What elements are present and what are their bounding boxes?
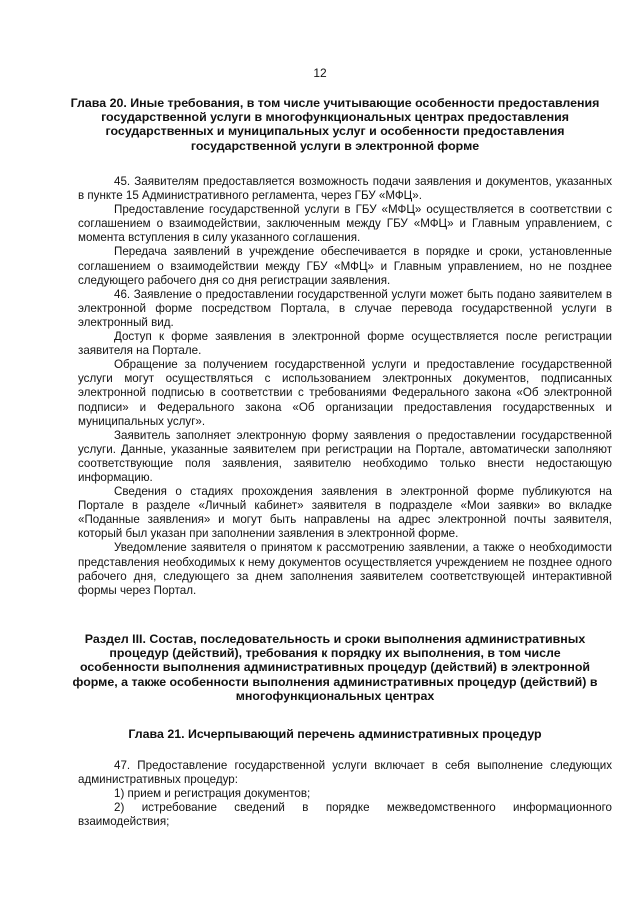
section-3-heading: Раздел III. Состав, последовательность и сроки выполнения административных процедур (действий), требования к порядку их выполнения, в том числе особенности выполнения административных процедур (действий) в электронной форме, а также особенности выполнения административных процедур (действий) в многофункциональных центрах xyxy=(72,632,598,703)
list-item-2: 2) истребование сведений в порядке межведомственного информационного взаимодействия; xyxy=(78,801,612,829)
paragraph-mfc-provision: Предоставление государственной услуги в ГБУ «МФЦ» осуществляется в соответствии с соглашением о взаимодействии, заключенным между ГБУ «МФЦ» и Главным управлением, с момента вступления в силу указанного соглашения. xyxy=(78,203,612,245)
paragraph-transfer: Передача заявлений в учреждение обеспечивается в порядке и сроки, установленные соглашением о взаимодействии между ГБУ «МФЦ» и Главным управлением, но не позднее следующего рабочего дня со дня регистрации заявления. xyxy=(78,245,612,287)
paragraph-47: 47. Предоставление государственной услуги включает в себя выполнение следующих административных процедур: xyxy=(78,759,612,787)
paragraph-notification: Уведомление заявителя о принятом к рассмотрению заявлении, а также о необходимости представления необходимых к нему документов осуществляется учреждением не позднее одного рабочего дня, следующего за днем заполнения заявителем соответствующей интерактивной формы через Портал. xyxy=(78,541,612,597)
paragraph-access: Доступ к форме заявления в электронной форме осуществляется после регистрации заявителя на Портале. xyxy=(78,330,612,358)
paragraph-form-filling: Заявитель заполняет электронную форму заявления о предоставлении государственной услуги. Данные, указанные заявителем при регистрации на Портале, автоматически заполняют соответствующие поля заявления, заявителю необходимо только внести недостающую информацию. xyxy=(78,428,612,484)
page-number: 12 xyxy=(313,66,327,80)
chapter-21-heading: Глава 21. Исчерпывающий перечень административных процедур xyxy=(128,727,542,741)
paragraph-status-info: Сведения о стадиях прохождения заявления в электронной форме публикуются на Портале в разделе «Личный кабинет» заявителя в подразделе «Мои заявки» во вкладке «Поданные заявления» и могут быть направлены на адрес электронной почты заявителя, который был указан при заполнении заявления в электронной форме. xyxy=(78,485,612,541)
paragraph-46: 46. Заявление о предоставлении государственной услуги может быть подано заявителем в электронной форме посредством Портала, в случае перевода государственной услуги в электронный вид. xyxy=(78,287,612,329)
chapter-20-heading: Глава 20. Иные требования, в том числе учитывающие особенности предоставления государственной услуги в многофункциональных центрах предоставления государственных и муниципальных услуг и особенности предоставления государственной услуги в электронной форме xyxy=(70,96,600,153)
list-item-1: 1) прием и регистрация документов; xyxy=(114,787,311,801)
paragraph-electronic-documents: Обращение за получением государственной услуги и предоставление государственной услуги могут осуществляться с использованием электронных документов, подписанных электронной подписью в соответствии с требованиями Федерального закона «Об электронной подписи» и Федерального закона «Об организации предоставления государственных и муниципальных услуг». xyxy=(78,358,612,428)
body-block-1 xyxy=(78,175,612,598)
paragraph-45: 45. Заявителям предоставляется возможность подачи заявления и документов, указанных в пункте 15 Административного регламента, через ГБУ «МФЦ». xyxy=(78,175,612,203)
body-block-2 xyxy=(78,759,612,829)
